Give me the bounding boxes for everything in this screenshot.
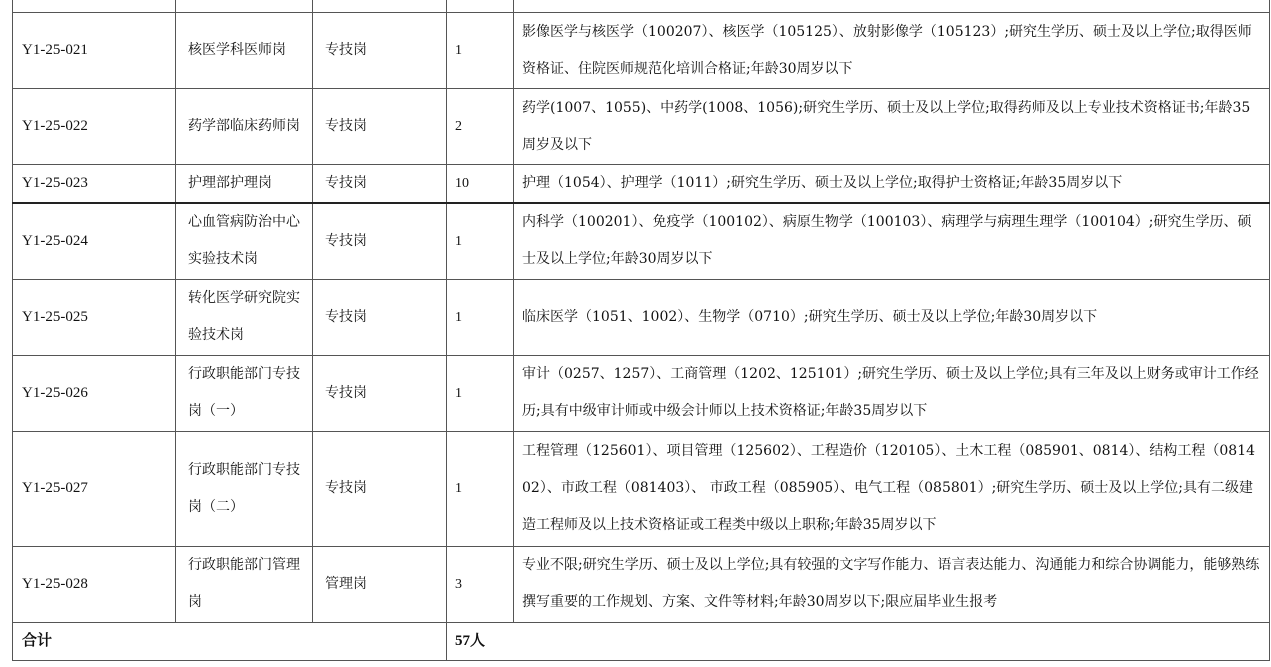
position-count: 2 [447,89,514,165]
position-type: 专技岗 [313,203,447,279]
position-requirements: 影像医学与核医学（100207）、核医学（105125）、放射影像学（105123）;研究生学历、硕士及以上学位;取得医师资格证、住院医师规范化培训合格证;年龄30周岁以下 [514,13,1270,89]
position-requirements: 内科学（100201）、免疫学（100102）、病原生物学（100103）、病理学与病理生理学（100104）;研究生学历、硕士及以上学位;年龄30周岁以下 [514,203,1270,279]
position-code: Y1-25-027 [13,431,176,546]
position-count: 1 [447,203,514,279]
table-row [13,203,1270,279]
position-code: Y1-25-021 [13,13,176,89]
position-code: Y1-25-025 [13,279,176,355]
position-code: Y1-25-026 [13,355,176,431]
position-type: 专技岗 [313,431,447,546]
position-requirements [514,0,1270,13]
total-value: 57人 [447,622,1270,660]
position-name: 护理部护理岗 [176,165,313,204]
position-name: 药学部临床药师岗 [176,89,313,165]
position-code [13,0,176,13]
table-row [13,431,1270,546]
position-name: 心血管病防治中心实验技术岗 [176,203,313,279]
position-count: 1 [447,355,514,431]
position-type: 专技岗 [313,13,447,89]
table-row [13,546,1270,622]
position-type [313,0,447,13]
position-count: 1 [447,431,514,546]
position-requirements: 临床医学（1051、1002）、生物学（0710）;研究生学历、硕士及以上学位;年龄30周岁以下 [514,279,1270,355]
position-name: 行政职能部门专技岗（一） [176,355,313,431]
position-name: 核医学科医师岗 [176,13,313,89]
position-type: 专技岗 [313,89,447,165]
table-row [13,0,1270,13]
position-type: 专技岗 [313,279,447,355]
position-requirements: 工程管理（125601）、项目管理（125602）、工程造价（120105）、土木工程（085901、0814）、结构工程（081402）、市政工程（081403）、 市政工程（085905）、电气工程（085801）;研究生学历、硕士及以上学位;具有二级建造工程师及以上技术资格证或工程类中级以上职称;年龄35周岁以下 [514,431,1270,546]
position-code: Y1-25-024 [13,203,176,279]
position-count [447,0,514,13]
position-count: 1 [447,13,514,89]
position-requirements: 护理（1054）、护理学（1011）;研究生学历、硕士及以上学位;取得护士资格证;年龄35周岁以下 [514,165,1270,204]
position-type: 专技岗 [313,165,447,204]
position-code: Y1-25-022 [13,89,176,165]
position-count: 3 [447,546,514,622]
table-row [13,279,1270,355]
position-name: 转化医学研究院实验技术岗 [176,279,313,355]
total-label: 合计 [13,622,447,660]
position-requirements: 专业不限;研究生学历、硕士及以上学位;具有较强的文字写作能力、语言表达能力、沟通能力和综合协调能力，能够熟练撰写重要的工作规划、方案、文件等材料;年龄30周岁以下;限应届毕业生报考 [514,546,1270,622]
position-name [176,0,313,13]
table-row [13,165,1270,204]
position-count: 10 [447,165,514,204]
position-requirements: 药学(1007、1055)、中药学(1008、1056);研究生学历、硕士及以上学位;取得药师及以上专业技术资格证书;年龄35周岁及以下 [514,89,1270,165]
recruitment-table [12,0,1270,661]
position-type: 专技岗 [313,355,447,431]
position-code: Y1-25-028 [13,546,176,622]
position-count: 1 [447,279,514,355]
position-name: 行政职能部门专技岗（二） [176,431,313,546]
recruitment-table-sheet [12,0,1269,661]
table-row [13,355,1270,431]
position-name: 行政职能部门管理岗 [176,546,313,622]
table-row [13,13,1270,89]
table-row [13,89,1270,165]
position-requirements: 审计（0257、1257）、工商管理（1202、125101）;研究生学历、硕士及以上学位;具有三年及以上财务或审计工作经历;具有中级审计师或中级会计师以上技术资格证;年龄35周岁以下 [514,355,1270,431]
position-code: Y1-25-023 [13,165,176,204]
position-type: 管理岗 [313,546,447,622]
total-row [13,622,1270,660]
